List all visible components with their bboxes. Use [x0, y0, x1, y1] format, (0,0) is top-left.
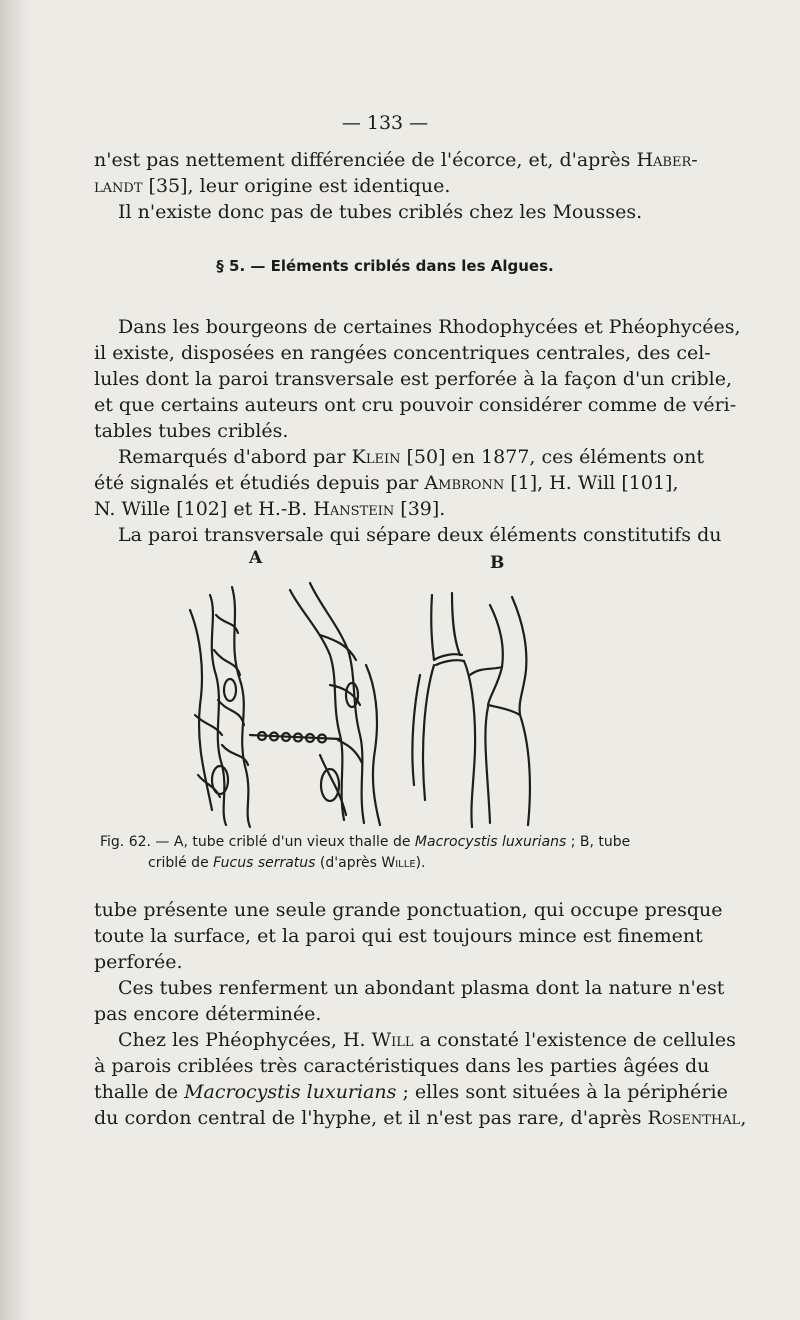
paragraph-7-line-3: thalle de Macrocystis luxurians ; elles sont situées à la périphérie — [94, 1081, 728, 1103]
paragraph-5-line-1: tube présente une seule grande ponctuation, qui occupe presque — [94, 899, 723, 921]
paragraph-6-line-1: Ces tubes renferment un abondant plasma dont la nature n'est — [118, 977, 725, 999]
paragraph-5-line-2: toute la surface, et la paroi qui est toujours mince est finement — [94, 925, 703, 947]
paragraph-6-line-2: pas encore déterminée. — [94, 1003, 322, 1025]
panel-b-drawing — [412, 593, 530, 827]
paragraph-1-line-2: landt [35], leur origine est identique. — [94, 175, 451, 197]
figure-label-b: B — [490, 553, 505, 573]
paragraph-3-line-3: N. Wille [102] et H.-B. Hanstein [39]. — [94, 498, 446, 520]
paragraph-4-line-1: La paroi transversale qui sépare deux éléments constitutifs du — [118, 524, 722, 546]
paragraph-3-line-2: été signalés et étudiés depuis par Ambronn [1], H. Will [101], — [94, 472, 679, 494]
paragraph-5-line-3: perforée. — [94, 951, 183, 973]
paragraph-2-line-2: il existe, disposées en rangées concentriques centrales, des cel- — [94, 342, 711, 364]
paragraph-1-line-1: n'est pas nettement différenciée de l'écorce, et, d'après Haber- — [94, 149, 698, 171]
paragraph-2-line-5: tables tubes criblés. — [94, 420, 289, 442]
figure-caption-line-2: criblé de Fucus serratus (d'après Wille). — [148, 855, 426, 871]
paragraph-7-line-1: Chez les Phéophycées, H. Will a constaté l'existence de cellules — [118, 1029, 736, 1051]
page-gutter-shadow — [0, 0, 28, 1320]
section-heading: § 5. — Eléments criblés dans les Algues. — [216, 257, 554, 275]
page-number: — 133 — — [341, 112, 429, 134]
paragraph-2-line-4: et que certains auteurs ont cru pouvoir considérer comme de véri- — [94, 394, 737, 416]
figure-caption-line-1: Fig. 62. — A, tube criblé d'un vieux thalle de Macrocystis luxurians ; B, tube — [100, 834, 631, 850]
paragraph-7-line-4: du cordon central de l'hyphe, et il n'est pas rare, d'après Rosenthal, — [94, 1107, 747, 1129]
paragraph-3-line-1: Remarqués d'abord par Klein [50] en 1877, ces éléments ont — [118, 446, 704, 468]
paragraph-1-line-3: Il n'existe donc pas de tubes criblés chez les Mousses. — [118, 201, 643, 223]
paragraph-2-line-1: Dans les bourgeons de certaines Rhodophycées et Phéophycées, — [118, 316, 741, 338]
figure-62-illustration — [170, 575, 600, 830]
panel-a-drawing — [190, 583, 380, 827]
paragraph-2-line-3: lules dont la paroi transversale est perforée à la façon d'un crible, — [94, 368, 733, 390]
figure-label-a: A — [249, 548, 263, 568]
paragraph-7-line-2: à parois criblées très caractéristiques dans les parties âgées du — [94, 1055, 710, 1077]
